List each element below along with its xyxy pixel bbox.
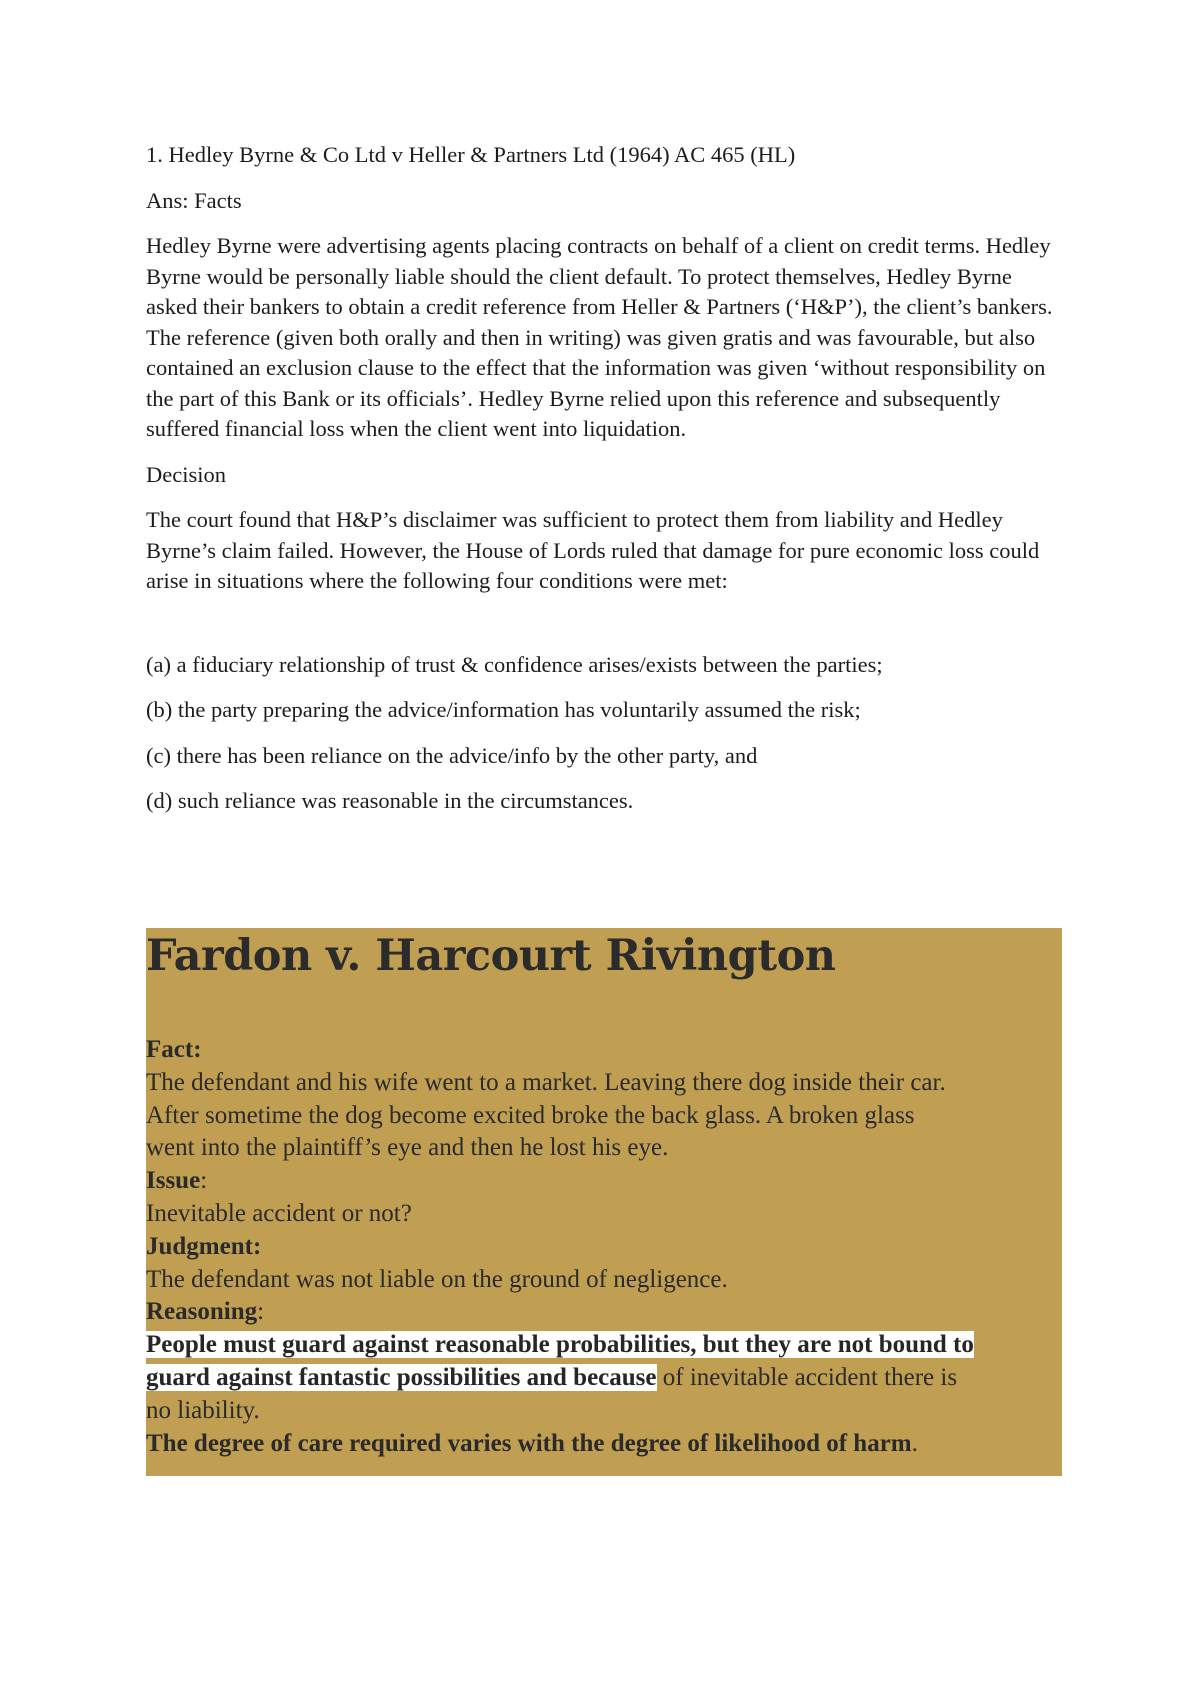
reasoning-label: Reasoning xyxy=(146,1298,258,1326)
fact-label: Fact: xyxy=(146,1036,202,1063)
fact-line-3: went into the plaintiff’s eye and then he lost his eye. xyxy=(146,1134,669,1162)
issue-heading xyxy=(146,1165,1062,1198)
section-hedley-byrne xyxy=(146,140,1062,832)
facts-paragraph: Hedley Byrne were advertising agents placing contracts on behalf of a client on credit terms. Hedley Byrne would be personally liable should the client default. To protect themselves, Hedley Byrne asked their bankers to obtain a credit reference from Heller & Partners (‘H&P’), the client’s bankers. The reference (given both orally and then in writing) was given gratis and was favourable, but also contained an exclusion clause to the effect that the information was given ‘without responsibility on the part of this Bank or its officials’. Hedley Byrne relied upon this reference and subsequently suffered financial loss when the client went into liquidation. xyxy=(146,233,1053,441)
judgment-text: The defendant was not liable on the ground of negligence. xyxy=(146,1265,728,1293)
fact-line-2: After sometime the dog become excited broke the back glass. A broken glass xyxy=(146,1101,915,1129)
condition-c: (c) there has been reliance on the advice/info by the other party, and xyxy=(146,742,758,768)
answer-label: Ans: Facts xyxy=(146,187,242,213)
fardon-case-box xyxy=(146,928,1062,1476)
blank-line xyxy=(146,612,1062,650)
case-heading: 1. Hedley Byrne & Co Ltd v Heller & Partners Ltd (1964) AC 465 (HL) xyxy=(146,142,796,167)
reasoning-line-2 xyxy=(146,1362,1062,1395)
blank-line xyxy=(146,984,1062,1034)
fact-line-1: The defendant and his wife went to a market. Leaving there dog inside their car. xyxy=(146,1068,946,1096)
condition-d: (d) such reliance was reasonable in the circumstances. xyxy=(146,788,634,813)
decision-paragraph: The court found that H&P’s disclaimer was sufficient to protect them from liability and Hedley Byrne’s claim failed. However, the House of Lords ruled that damage for pure economic loss could arise in situations where the following four conditions were met: xyxy=(146,507,1040,593)
conclusion-text: The degree of care required varies with the degree of likelihood of harm xyxy=(146,1429,912,1457)
condition-a: (a) a fiduciary relationship of trust & confidence arises/exists between the parties; xyxy=(146,651,883,677)
reasoning-line-2-rest: of inevitable accident there is xyxy=(656,1363,958,1391)
reasoning-colon: : xyxy=(257,1298,265,1326)
issue-text: Inevitable accident or not? xyxy=(146,1199,412,1227)
case-title: Fardon v. Harcourt Rivington xyxy=(146,931,836,981)
conclusion-line xyxy=(146,1428,1062,1461)
reasoning-line-3: no liability. xyxy=(146,1396,260,1424)
conclusion-period: . xyxy=(911,1429,918,1457)
issue-label: Issue xyxy=(146,1167,201,1195)
decision-label: Decision xyxy=(146,461,226,487)
issue-colon: : xyxy=(200,1167,208,1195)
reasoning-line-1 xyxy=(146,1329,1062,1362)
highlighted-text: guard against fantastic possibilities and because xyxy=(146,1363,657,1391)
reasoning-heading xyxy=(146,1296,1062,1329)
condition-b: (b) the party preparing the advice/information has voluntarily assumed the risk; xyxy=(146,697,861,722)
highlighted-text: People must guard against reasonable probabilities, but they are not bound to xyxy=(146,1331,974,1359)
judgment-label: Judgment: xyxy=(146,1232,262,1260)
